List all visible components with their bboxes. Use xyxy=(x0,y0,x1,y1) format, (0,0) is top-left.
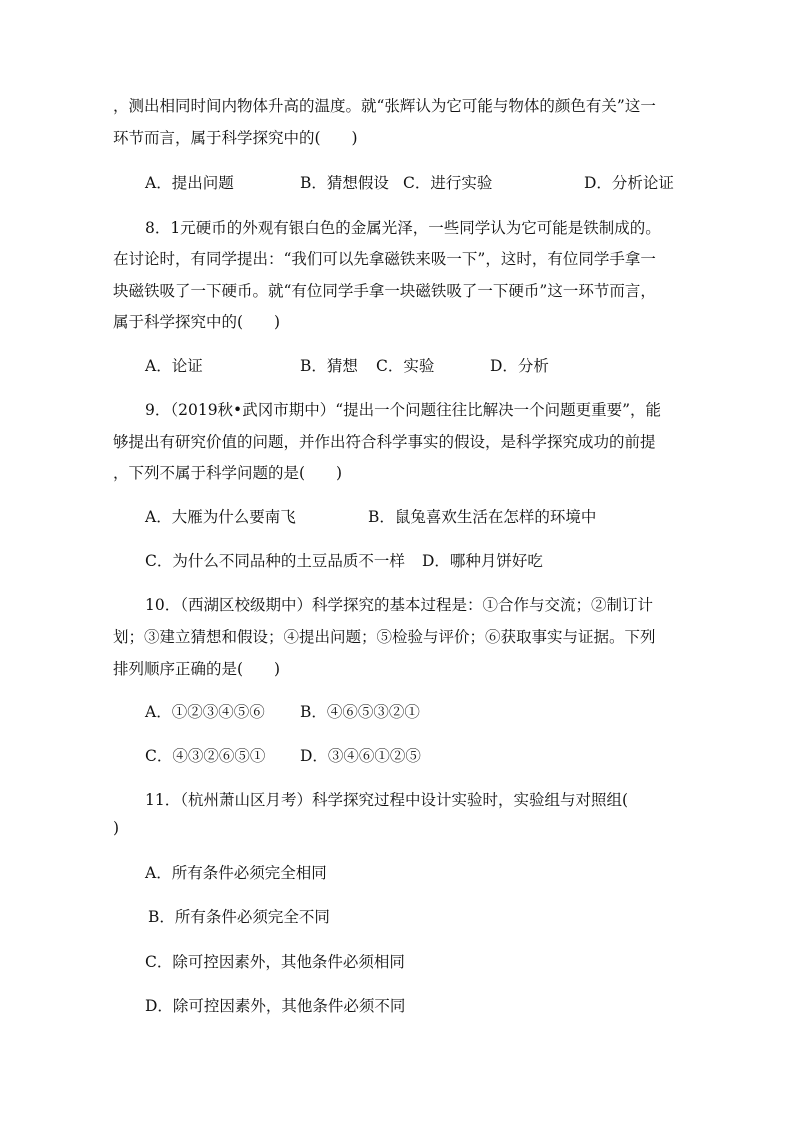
question-text-line: 环节而言，属于科学探究中的( ) xyxy=(113,129,358,147)
option-d: D．③④⑥①②⑤ xyxy=(300,747,421,765)
option-b: B．鼠兔喜欢生活在怎样的环境中 xyxy=(368,508,597,526)
option-d: D．哪种月饼好吃 xyxy=(422,552,543,570)
option-c: C．进行实验 xyxy=(403,174,493,192)
option-d: D．分析论证 xyxy=(584,174,674,192)
option-a: A．所有条件必须完全相同 xyxy=(145,864,327,882)
option-b: B．猜想 xyxy=(300,357,358,375)
question-text-line: 块磁铁吸了一下硬币。就“有位同学手拿一块磁铁吸了一下硬币”这一环节而言， xyxy=(113,282,656,300)
option-a: A．大雁为什么要南飞 xyxy=(145,508,296,526)
option-d: D．分析 xyxy=(490,357,549,375)
option-c: C．实验 xyxy=(376,357,435,375)
question-text-line: 10．（西湖区校级期中）科学探究的基本过程是：①合作与交流；②制订计 xyxy=(145,596,653,614)
question-text-line: 排列顺序正确的是( ) xyxy=(113,660,281,678)
option-c: C．④③②⑥⑤① xyxy=(145,747,266,765)
question-text-line: 8．1元硬币的外观有银白色的金属光泽，一些同学认为它可能是铁制成的。 xyxy=(145,219,661,237)
question-text-line: ，测出相同时间内物体升高的温度。就“张辉认为它可能与物体的颜色有关”这一 xyxy=(113,97,656,115)
question-text-line: 属于科学探究中的( ) xyxy=(113,313,281,331)
option-c: C．为什么不同品种的土豆品质不一样 xyxy=(145,552,405,570)
question-text-line: 11．（杭州萧山区月考）科学探究过程中设计实验时，实验组与对照组( xyxy=(145,791,629,809)
option-a: A．论证 xyxy=(145,357,203,375)
option-d: D．除可控因素外，其他条件必须不同 xyxy=(145,997,406,1015)
option-b: B．猜想假设 xyxy=(300,174,389,192)
question-text-line: 划；③建立猜想和假设；④提出问题；⑤检验与评价；⑥获取事实与证据。下列 xyxy=(113,628,656,646)
question-text-line: 9．（2019秋•武冈市期中）“提出一个问题往往比解决一个问题更重要”，能 xyxy=(145,401,662,419)
option-a: A．①②③④⑤⑥ xyxy=(145,703,265,721)
option-c: C．除可控因素外，其他条件必须相同 xyxy=(145,953,405,971)
question-text-line: 够提出有研究价值的问题，并作出符合科学事实的假设，是科学探究成功的前提 xyxy=(113,433,656,451)
option-b: B．所有条件必须完全不同 xyxy=(148,908,330,926)
question-text-line: ) xyxy=(113,819,120,837)
question-text-line: ，下列不属于科学问题的是( ) xyxy=(113,464,343,482)
option-a: A．提出问题 xyxy=(145,174,234,192)
option-b: B．④⑥⑤③②① xyxy=(300,703,420,721)
question-text-line: 在讨论时，有同学提出：“我们可以先拿磁铁来吸一下”，这时，有位同学手拿一 xyxy=(113,250,656,268)
